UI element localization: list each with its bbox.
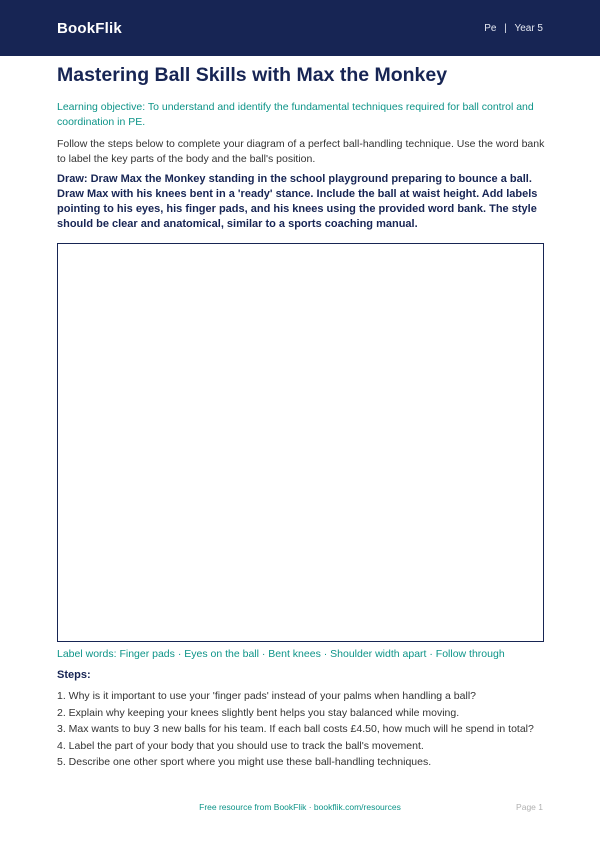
page-number: Page 1 [516,802,543,812]
step-item: 4. Label the part of your body that you should use to track the ball's movement. [57,739,424,752]
step-item: 2. Explain why keeping your knees slightly bent helps you stay balanced while moving. [57,706,460,719]
subject-label: Pe [484,22,497,34]
page-title: Mastering Ball Skills with Max the Monkey [57,64,448,86]
footer [0,802,600,816]
year-label: Year 5 [514,22,543,34]
word-bank: Label words: Finger pads · Eyes on the ball · Bent knees · Shoulder width apart · Follow through [57,648,505,660]
footer-link[interactable]: Free resource from BookFlik · bookflik.com/resources [199,802,401,812]
steps-list [57,688,557,771]
instructions-text: Follow the steps below to complete your diagram of a perfect ball-handling technique. Use the word bank to label the key parts of the body and the ball's position. [57,138,545,165]
step-item: 5. Describe one other sport where you might use these ball-handling techniques. [57,756,432,768]
draw-prompt: Draw: Draw Max the Monkey standing in the school playground preparing to bounce a ball. Draw Max with his knees bent in a 'ready' stance. Include the ball at waist height. Add labels pointing to his eyes, his finger pads, and his knees using the provided word bank. The style should be clear and anatomical, similar to a sports coaching manual. [57,173,538,230]
step-item: 3. Max wants to buy 3 new balls for his team. If each ball costs £4.50, how much will he spend in total? [57,723,534,735]
steps-heading: Steps: [57,669,91,681]
learning-objective: Learning objective: To understand and identify the fundamental techniques required for ball control and coordination in PE. [57,101,534,128]
step-item: 1. Why is it important to use your 'finger pads' instead of your palms when handling a ball? [57,690,476,702]
brand-logo-text[interactable]: BookFlik [57,19,122,37]
meta-separator: | [504,22,507,34]
subject-year-meta [484,23,543,34]
header-bar [0,0,600,56]
drawing-area[interactable] [57,243,544,642]
